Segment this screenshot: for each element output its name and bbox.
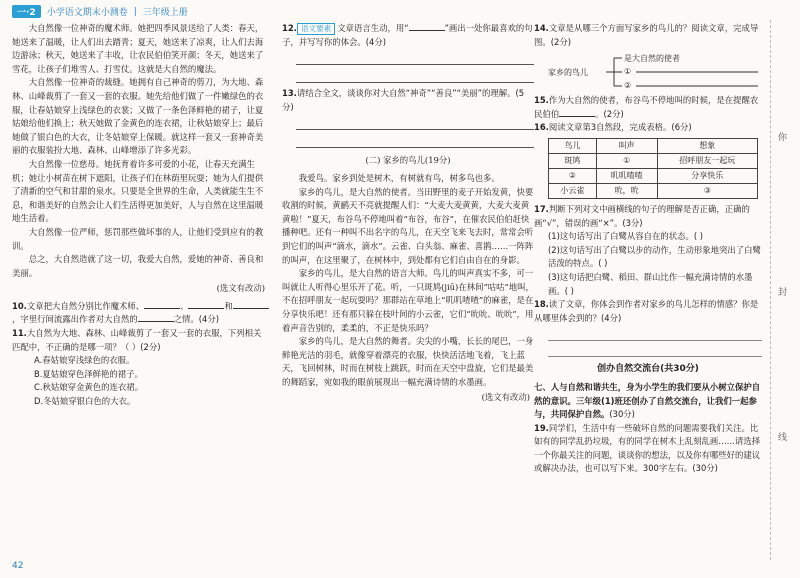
- q12-blank: [409, 30, 445, 31]
- question-10: 10.文章把大自然分别比作魔术师、 、 和，字里行间流露出作者对大自然的 之情。(4分): [12, 300, 269, 327]
- question-12: [282, 22, 534, 49]
- q11-option-b[interactable]: B.夏姑娘穿色泽鲜艳的裙子。: [34, 368, 143, 379]
- q10-tail: ，字里行间流露出作者对大自然的: [12, 314, 138, 325]
- q18-answer-line-1[interactable]: [548, 327, 762, 341]
- panel-title-text: 创办自然交流台: [597, 364, 661, 375]
- q10-blank-1[interactable]: [144, 308, 180, 309]
- q10-end: 之情。(4分): [173, 314, 219, 325]
- q19-text: 同学们，生活中有一些破坏自然的问题需要我们关注。比如有的同学乱扔垃圾，有的同学在树木上乱刻乱画……请选择一个你最关注的问题，谈谈你的想法，以及你有哪些好的建议或解决办法，也可以写下来。300字左右。(30分): [534, 422, 761, 474]
- table-cell: 斑鸠: [549, 153, 597, 168]
- q11-option-a[interactable]: A.春姑娘穿浅绿色的衣服。: [34, 355, 135, 366]
- q12-number: 12.: [282, 23, 297, 33]
- passage2-para-3: 家乡的鸟儿，是大自然的语言大师。鸟儿的叫声真实不多，可一叫就让人听得心里乐开了花。听，一只斑鸠(jiū)在林间“咕咕”地叫，不在招呼朋友一起玩耍吗？那群站在草地上“叽叽喳喳”的麻雀，是在分享快乐吧！还有那只躲在枝叶间的小云雀，它们“吮吮、吮吮”，用着声音告别的，柔柔的，不正是快乐吗？: [282, 268, 534, 333]
- q13-answer-line-2[interactable]: [296, 134, 534, 148]
- column-left: [12, 22, 269, 409]
- page-header: [12, 5, 188, 18]
- q16-text: 阅读文章第3自然段，完成表格。(6分): [548, 122, 692, 133]
- column-middle: [282, 22, 534, 409]
- table-row: [549, 183, 758, 198]
- panel-title: [534, 363, 762, 377]
- q10-text: 文章把大自然分别比作魔术师、: [26, 300, 145, 311]
- passage1-source: (选文有改动): [216, 283, 265, 294]
- header-sep: |: [133, 6, 137, 17]
- question-19: [534, 422, 762, 476]
- q14-number: 14.: [534, 23, 549, 33]
- q13-answer-line-1[interactable]: [296, 116, 534, 130]
- q13-text: 请结合全文，谈谈你对大自然“神奇”“善良”“美丽”的理解。(5分): [282, 88, 525, 112]
- panel-intro-text: 七、人与自然和谐共生，身为小学生的我们要从小树立保护自然的意识。三年级(1)班还创办了自然交流台，让我们一起参与，共同保护自然。: [534, 381, 761, 420]
- q15-end: 。(2分): [595, 108, 624, 119]
- table-row: [549, 153, 758, 168]
- q18-text: 读了文章，你体会到作者对家乡的鸟儿怎样的情感？你是从哪里体会到的？(4分): [534, 299, 759, 323]
- q17-text: 判断下列对文中画横线的句子的理解是否正确，正确的画“√”，错误的画“×”。(3分): [534, 203, 750, 228]
- question-15: [534, 94, 762, 121]
- passage1-para-1: 大自然像一位神奇的魔术师。她把四季风景送给了人类：春天，她送来了温暖，让人们出去踏青；夏天，她送来了凉爽，让人们去海边游泳；秋天，她送来了丰收，让农民伯伯笑开颜；冬天，她送来了雪花，让孩子们堆雪人、打雪仗。这就是大自然的魔法。: [12, 23, 264, 74]
- panel-intro-score: (30分): [609, 409, 635, 420]
- q14-mind-map: [548, 52, 762, 92]
- q10-number: 10.: [12, 300, 27, 311]
- mind-map-branch-3[interactable]: ②: [624, 81, 632, 91]
- question-11: [12, 327, 269, 354]
- table-cell: 小云雀: [549, 183, 597, 198]
- q11-text: 大自然为大地、森林、山峰裁剪了一套又一套的衣服，下列相关匹配中，不正确的是哪一项？（ ）(2分): [12, 328, 262, 352]
- q17-number: 17.: [534, 203, 549, 214]
- panel-intro: [534, 381, 762, 422]
- table-cell: 吮，吮: [596, 183, 657, 198]
- q18-answer-line-2[interactable]: [548, 343, 762, 357]
- question-14: [534, 22, 762, 49]
- mind-map-root: 家乡的鸟儿: [548, 68, 588, 78]
- mind-map-branch-2[interactable]: ①: [624, 67, 632, 77]
- q17-item-2[interactable]: (2)这句话写出了白鹭以步的动作，生动形象地突出了白鹭活泼的特点。( ): [548, 244, 761, 269]
- passage2-para-2: 家乡的鸟儿，是大自然的使者。当田野里的麦子开始发黄，快要收割的时候，黄鹂天不亮就提醒人们：“大麦大麦黄黄，大麦大麦黄黄啦！”夏天，布谷鸟不停地叫着“布谷，布谷”，在催农民伯伯赶快播种吧。还有一种叫不出名字的鸟儿，在天空飞来飞去时，常常会听到它们的叫声“滴水，滴水”。云雀、白头翁、麻雀、喜鹊……一阵阵的叫声，在这里聚了，在树林中，到处都有它们自由自在的身影。: [282, 186, 534, 265]
- table-header: 叫声: [596, 138, 657, 153]
- q16-table: [548, 138, 758, 199]
- q15-number: 15.: [534, 95, 549, 106]
- table-cell: 招呼朋友一起玩: [657, 153, 757, 168]
- table-header: 想象: [657, 138, 757, 153]
- question-16: [534, 121, 762, 135]
- q19-number: 19.: [534, 422, 549, 433]
- q16-number: 16.: [534, 122, 549, 133]
- page-number: 42: [12, 561, 24, 571]
- q11-option-d[interactable]: D.冬姑娘穿银白色的大衣。: [34, 396, 136, 407]
- header-tag: 一·2: [12, 5, 41, 18]
- q18-number: 18.: [534, 299, 549, 310]
- q10-blank-4[interactable]: [138, 321, 174, 322]
- passage1-para-2: 大自然像一位神奇的裁缝。她拥有自己神奇的剪刀，为大地、森林、山峰裁剪了一套又一套的衣服。她先给他们做了一件嫩绿色的衣服，让春姑娘穿上浅绿色的衣裳；又做了一条色泽鲜艳的裙子，让夏姑娘给他们换上；秋天她做了金黄色的连衣裙，让秋姑娘穿上；最后她做了银白色的大衣，让冬姑娘穿上保暖。就这样一套又一套神奇美丽的衣服装扮大地、森林、山峰增添了许多光彩。: [12, 77, 264, 156]
- table-cell[interactable]: ②: [549, 168, 597, 183]
- panel-score: (共30分): [660, 364, 699, 375]
- q15-blank[interactable]: [559, 116, 595, 117]
- q14-text: 文章是从哪三个方面写家乡的鸟儿的？阅读文章，完成导图。(2分): [534, 23, 759, 47]
- q13-number: 13.: [282, 88, 297, 99]
- header-title: 小学语文期末小测卷: [46, 8, 128, 18]
- q11-number: 11.: [12, 328, 27, 339]
- table-cell: 叽叽喳喳: [596, 168, 657, 183]
- q12-answer-line-2[interactable]: [296, 69, 534, 83]
- table-row: [549, 168, 758, 183]
- q12-label: 语文要素: [297, 23, 335, 35]
- passage2-para-4: 家乡的鸟儿，是大自然的舞者。尖尖的小嘴，长长的尾巴，一身鲜艳光洁的羽毛，就像穿着漂亮的衣服，快快活活地飞着，飞上蓝天，飞回树林，时而在树枝上跳跃，时而在天空中盘旋，它们是最美的舞蹈家，宛如我的眼前展现出一幅充满诗情的水墨画。: [282, 336, 534, 387]
- passage1-para-4: 大自然像一位严师，惩罚那些做坏事的人，让他们受到应有的教训。: [12, 226, 264, 251]
- q15-text: 作为大自然的使者，布谷鸟不停地叫的时候，是在提醒农民伯伯: [534, 95, 759, 119]
- section2-title: (二) 家乡的鸟儿(19分): [365, 155, 451, 166]
- mind-map-branch-1: 是大自然的使者: [624, 54, 680, 64]
- side-char-1: 你: [778, 133, 788, 143]
- passage2-para-1: 我爱鸟。家乡到处是树木，有树就有鸟，树多鸟也多。: [298, 172, 500, 183]
- q10-mid: 和: [224, 300, 233, 311]
- q11-option-c[interactable]: C.秋姑娘穿金黄色的连衣裙。: [34, 382, 144, 393]
- question-13: [282, 87, 534, 114]
- passage2-source: (选文有改动): [481, 392, 530, 403]
- q17-item-1[interactable]: (1)这句话写出了白鹭从容自在的状态。( ): [548, 231, 704, 242]
- question-18: [534, 298, 762, 325]
- q17-item-3[interactable]: (3)这句话把白鹭、稻田、群山比作一幅充满诗情的水墨画。( ): [548, 271, 753, 296]
- passage1-para-5: 总之，大自然造就了这一切，我爱大自然，爱她的神奇、善良和美丽。: [12, 254, 264, 278]
- q10-blank-3[interactable]: [233, 308, 269, 309]
- passage1-para-3: 大自然像一位慈母。她抚育着许多可爱的小花，让春天充满生机；她让小树苗在树下遮阳，让孩子们在林荫里玩耍；她为人们提供了清新的空气和甘甜的泉水。只要是全世界的生命，人类就能生生不息，和谐美好的自然会让人们生活得更加美好，人与自然在这里温暖地生活着。: [12, 158, 264, 224]
- q12-text: 文章语言生动，用“: [337, 23, 409, 33]
- side-char-3: 线: [778, 433, 788, 443]
- table-cell[interactable]: ①: [596, 153, 657, 168]
- table-cell[interactable]: ③: [657, 183, 757, 198]
- q10-blank-2[interactable]: [188, 308, 224, 309]
- column-right: [534, 22, 762, 476]
- side-char-2: 封: [778, 288, 788, 298]
- q12-tail: ”画出一处你最喜欢的句子，并写写你的体会。(4分): [282, 23, 533, 47]
- binding-line: [770, 20, 771, 560]
- q12-answer-line-1[interactable]: [296, 51, 534, 65]
- table-header: 鸟儿: [549, 138, 597, 153]
- question-17: [534, 203, 762, 230]
- header-grade: 三年级上册: [142, 8, 188, 18]
- table-cell: 分享快乐: [657, 168, 757, 183]
